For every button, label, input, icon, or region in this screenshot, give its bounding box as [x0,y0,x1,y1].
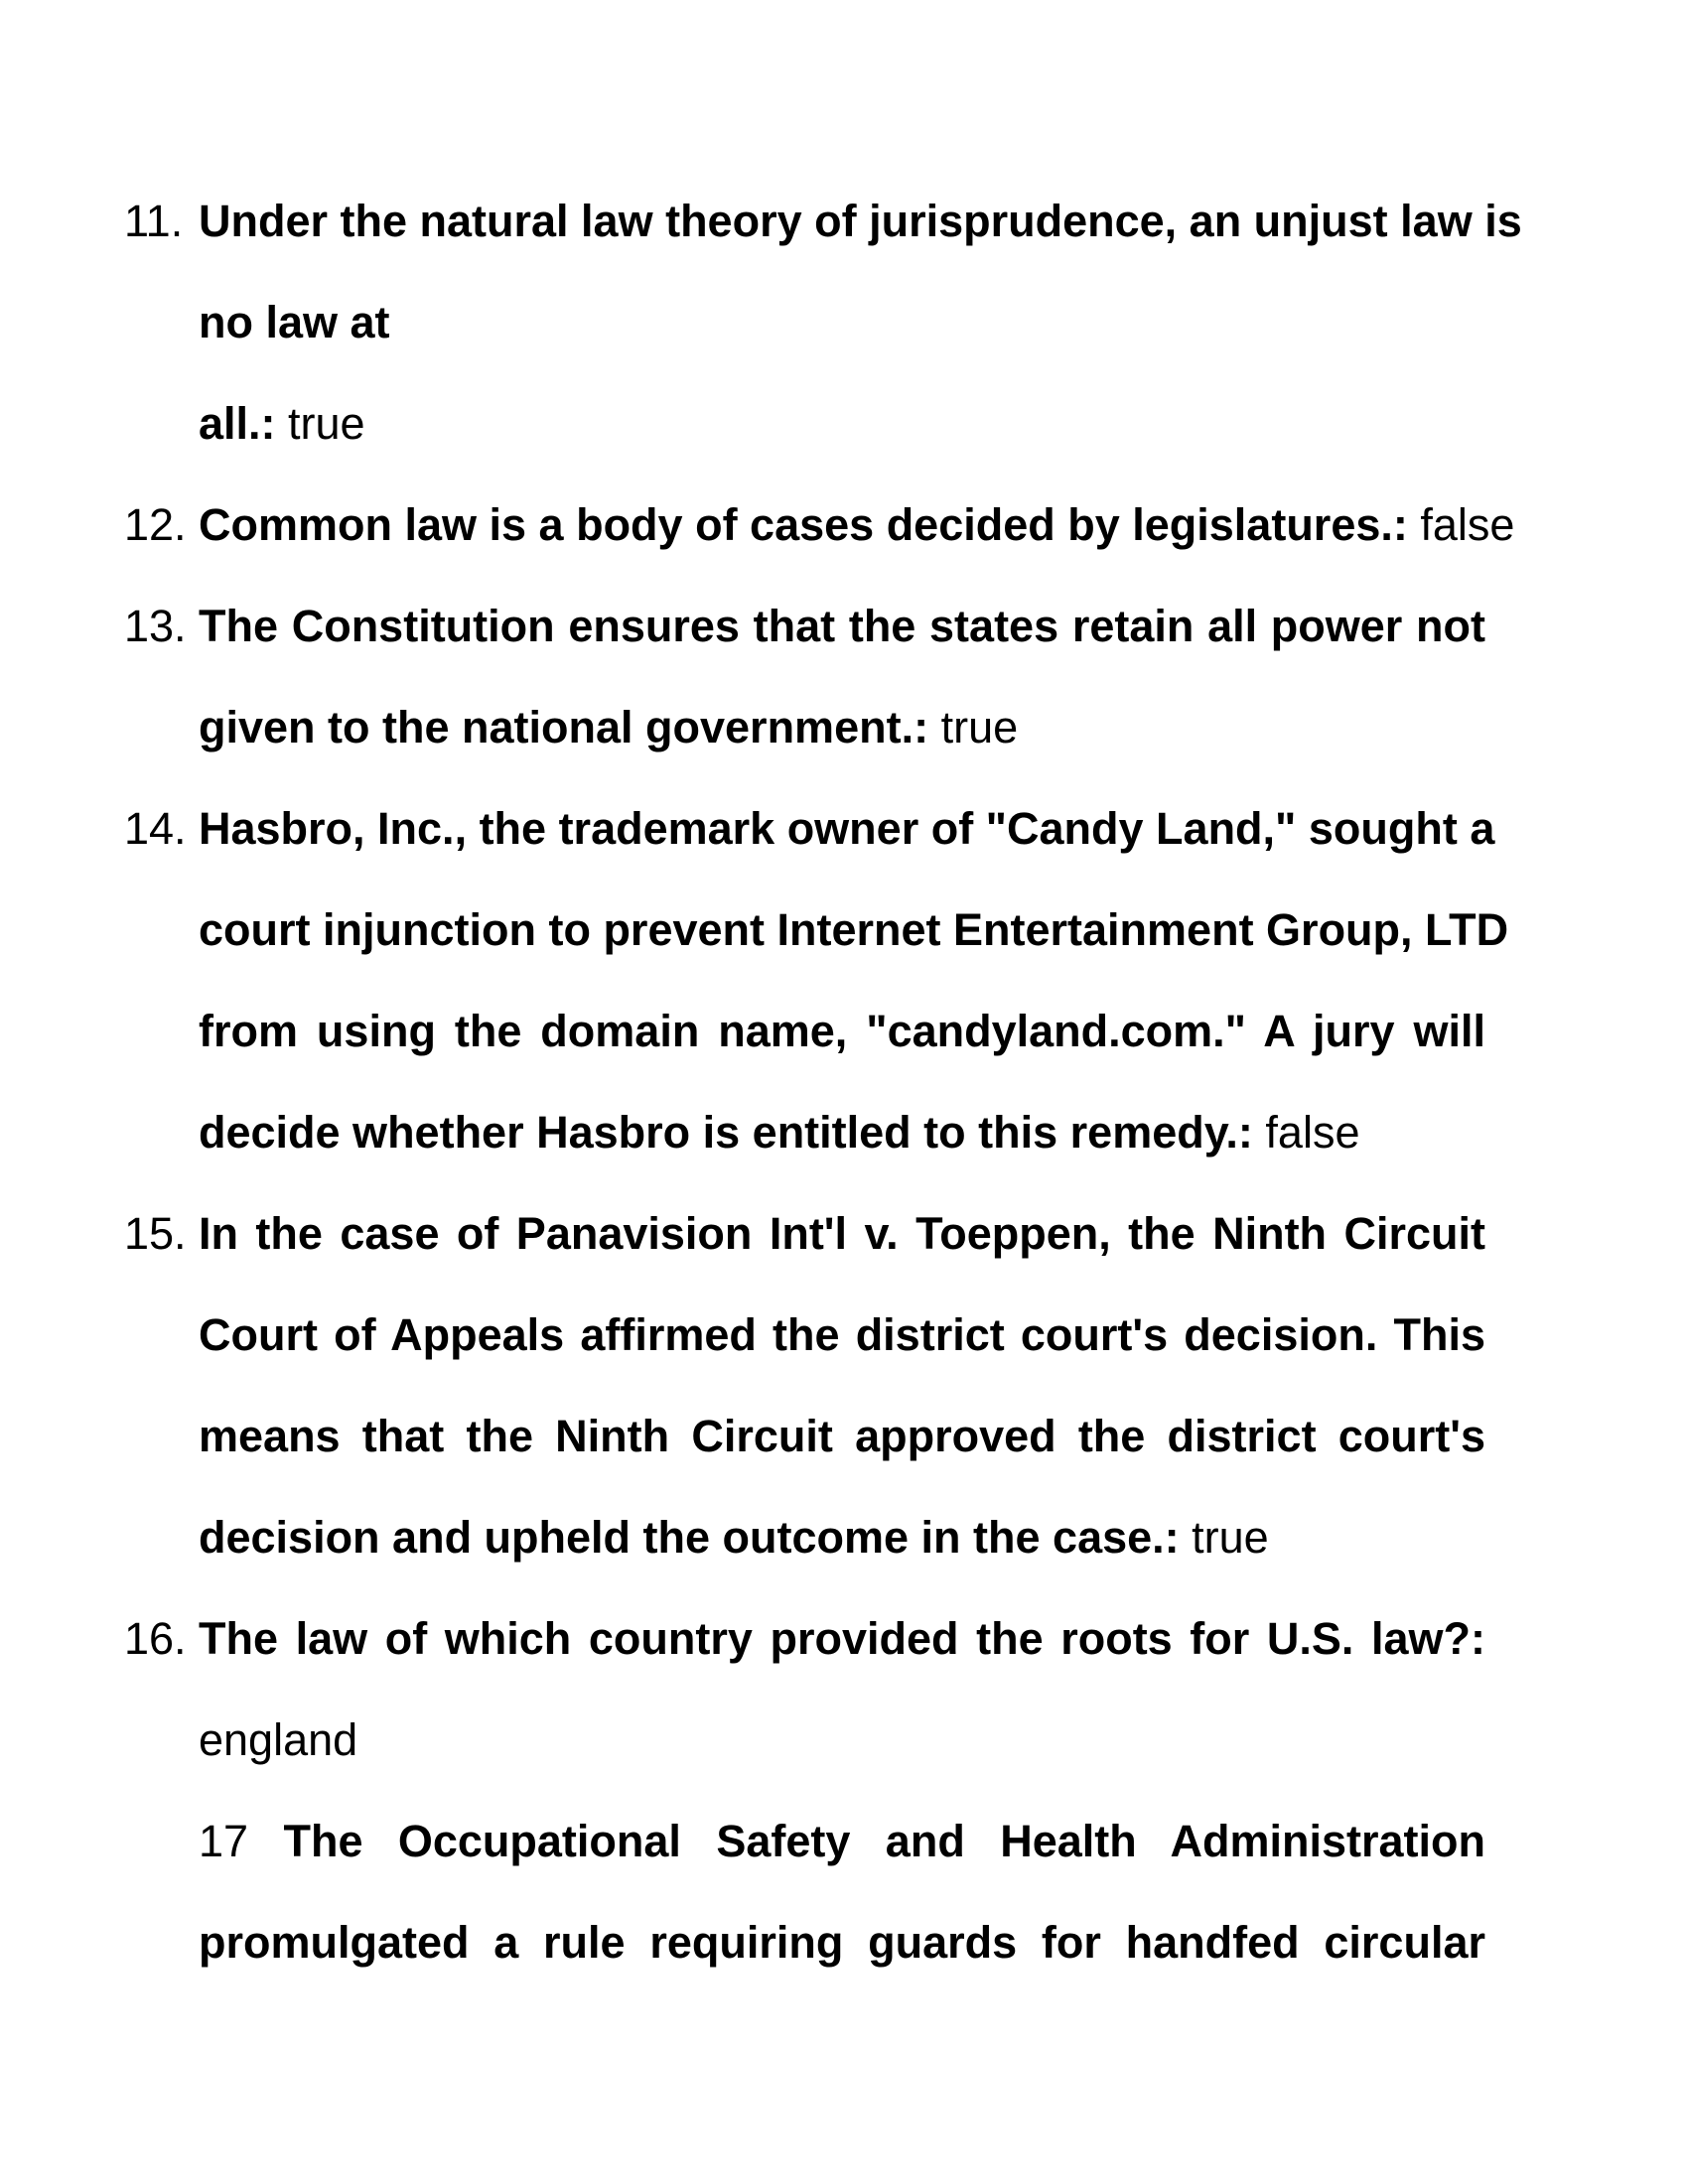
item-12-answer: false [1420,499,1515,550]
item-11-question-text-3: all.: [199,398,276,449]
item-11-answer: true [288,398,365,449]
item-17-question-text-2: promulgated a rule requiring guards for handfed circular [199,1917,1485,1968]
item-14-number: 14. [124,803,187,854]
item-11-question-text-2: no law at [199,297,390,347]
item-12-question-line-1 [199,495,1515,555]
item-15-number: 15. [124,1208,187,1259]
item-14-question-line-4 [199,1103,1485,1162]
item-13-question-line-1 [199,597,1485,656]
item-11-question-line-3 [199,394,1485,454]
item-13-question-text-2: given to the national government.: [199,702,929,752]
item-15-question-line-2 [199,1305,1485,1365]
item-15-question-text-1: In the case of Panavision Int'l v. Toeppen, the Ninth Circuit [199,1208,1485,1259]
item-14-question-text-3: from using the domain name, "candyland.com." A jury will [199,1006,1485,1056]
item-17-question-text-1: The Occupational Safety and Health Administration [283,1816,1485,1866]
item-14-question-line-1 [199,799,1495,859]
item-14-question-text-1: Hasbro, Inc., the trademark owner of "Candy Land," sought a [199,803,1495,854]
item-17-number: 17 [199,1816,249,1866]
item-15-answer: true [1192,1512,1269,1563]
item-15-question-line-1 [199,1204,1485,1264]
item-16-question-text-1: The law of which country provided the roots for U.S. law?: [199,1613,1485,1664]
item-12-number: 12. [124,499,187,550]
item-14-question-text-4: decide whether Hasbro is entitled to this remedy.: [199,1107,1253,1158]
item-13-question-line-2 [199,698,1485,757]
item-17-question-line-2 [199,1913,1485,1973]
item-11-question-line-1 [199,192,1522,251]
item-11-question-text-1: Under the natural law theory of jurisprudence, an unjust law is [199,196,1522,246]
item-15-question-line-4 [199,1508,1485,1568]
item-16-answer: england [199,1714,358,1765]
item-15-question-text-2: Court of Appeals affirmed the district court's decision. This [199,1309,1485,1360]
item-15-question-text-4: decision and upheld the outcome in the case.: [199,1512,1180,1563]
item-14-question-line-2 [199,900,1509,960]
item-15-question-text-3: means that the Ninth Circuit approved the district court's [199,1411,1485,1461]
item-14-question-text-2: court injunction to prevent Internet Entertainment Group, LTD [199,904,1509,955]
item-16-number: 16. [124,1613,187,1664]
item-12-question-text-1: Common law is a body of cases decided by legislatures.: [199,499,1408,550]
item-16-answer-line [199,1710,1485,1770]
item-11-question-line-2 [199,293,1485,352]
item-13-answer: true [940,702,1019,752]
item-13-question-text-1: The Constitution ensures that the states retain all power not [199,601,1485,651]
item-14-question-line-3 [199,1002,1485,1061]
item-16-question-line-1 [199,1609,1485,1669]
item-15-question-line-3 [199,1407,1485,1466]
item-11-number: 11. [124,196,184,246]
item-13-number: 13. [124,601,187,651]
item-14-answer: false [1265,1107,1360,1158]
item-17-question-line-1 [199,1812,1485,1871]
